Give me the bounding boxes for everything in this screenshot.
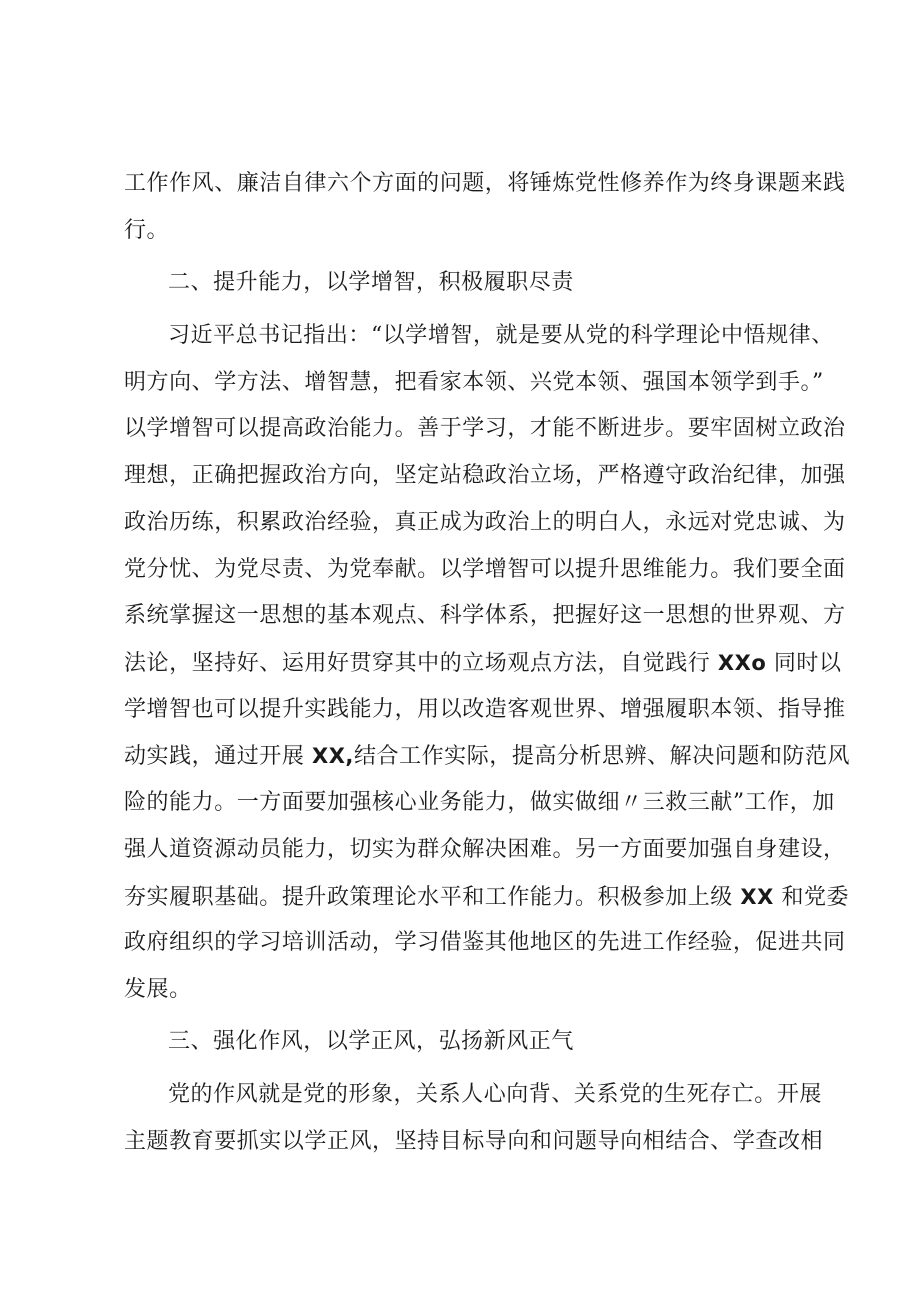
- paragraph-line: [124, 508, 846, 538]
- paragraph-line: [124, 414, 846, 444]
- line-text: 党的作风就是党的形象，关系人心向背、关系党的生死存亡。开展: [168, 1082, 822, 1107]
- paragraph-line: [168, 321, 834, 351]
- line-text: 主题教育要抓实以学正风，坚持目标导向和问题导向相结合、学查改相: [124, 1129, 824, 1154]
- line-text: 法论，坚持好、运用好贯穿其中的立场观点方法，自觉践行: [124, 651, 711, 676]
- line-text: 党分忧、为党尽责、为党奉献。以学增智可以提升思维能力。我们要全面: [124, 557, 846, 582]
- line-text: 以学增智可以提高政治能力。善于学习，才能不断进步。要牢固树立政治: [124, 416, 846, 441]
- line-text: 理想，正确把握政治方向，坚定站稳政治立场，严格遵守政治纪律，加强: [124, 463, 846, 488]
- line-text: 学增智也可以提升实践能力，用以改造客观世界、增强履职本领、指导推: [124, 697, 846, 722]
- line-text: 险的能力。一方面要加强核心业务能力，做实做细〃三救三献”工作，加: [124, 790, 835, 815]
- section-heading-3: [168, 1027, 574, 1057]
- line-text: 强人道资源动员能力，切实为群众解决困难。另一方面要加强自身建设，: [124, 837, 846, 862]
- paragraph-line: [168, 1080, 822, 1110]
- paragraph-line: [124, 461, 846, 491]
- paragraph-line: [124, 835, 846, 865]
- paragraph-line: [124, 975, 192, 1005]
- line-text: 习近平总书记指出：“以学增智，就是要从党的科学理论中悟规律、: [168, 323, 834, 348]
- paragraph-line: [124, 695, 846, 725]
- section-heading-2: [168, 268, 574, 298]
- line-text: 工作作风、廉洁自律六个方面的问题，将锤炼党性修养作为终身课题来践: [124, 171, 846, 196]
- paragraph-line: [124, 601, 846, 631]
- line-text: 结合工作实际，提高分析思辨、解决问题和防范风: [353, 744, 851, 769]
- placeholder-xxo: XXo: [717, 651, 767, 675]
- paragraph-line: [124, 741, 850, 772]
- line-text: 和党委: [781, 885, 850, 910]
- line-text: 系统掌握这一思想的基本观点、科学体系，把握好这一思想的世界观、方: [124, 603, 846, 628]
- paragraph-line: [124, 882, 849, 913]
- line-text: 政府组织的学习培训活动，学习借鉴其他地区的先进工作经验，促进共同: [124, 930, 846, 955]
- line-text: 发展。: [124, 977, 192, 1002]
- paragraph-line: [124, 788, 835, 818]
- paragraph-line: [124, 1127, 823, 1157]
- line-text: 夯实履职基础。提升政策理论水平和工作能力。积极参加上级: [124, 885, 733, 910]
- heading-text: 二、提升能力，以学增智，积极履职尽责: [168, 270, 574, 295]
- paragraph-line: [124, 648, 842, 679]
- heading-text: 三、强化作风，以学正风，弘扬新风正气: [168, 1029, 574, 1054]
- paragraph-line: [124, 169, 846, 199]
- placeholder-xx: XX: [740, 885, 774, 909]
- line-text: 同时以: [773, 651, 842, 676]
- line-text: 行。: [124, 218, 170, 243]
- paragraph-line: [124, 555, 846, 585]
- placeholder-xx: XX,: [311, 744, 354, 768]
- paragraph-line: [124, 368, 824, 398]
- line-text: 政治历练，积累政治经验，真正成为政治上的明白人，永远对党忠诚、为: [124, 510, 846, 535]
- paragraph-line: [124, 216, 169, 246]
- line-text: 动实践，通过开展: [124, 744, 305, 769]
- line-text: 明方向、学方法、增智慧，把看家本领、兴党本领、强国本领学到手。”: [124, 370, 824, 395]
- paragraph-line: [124, 928, 846, 958]
